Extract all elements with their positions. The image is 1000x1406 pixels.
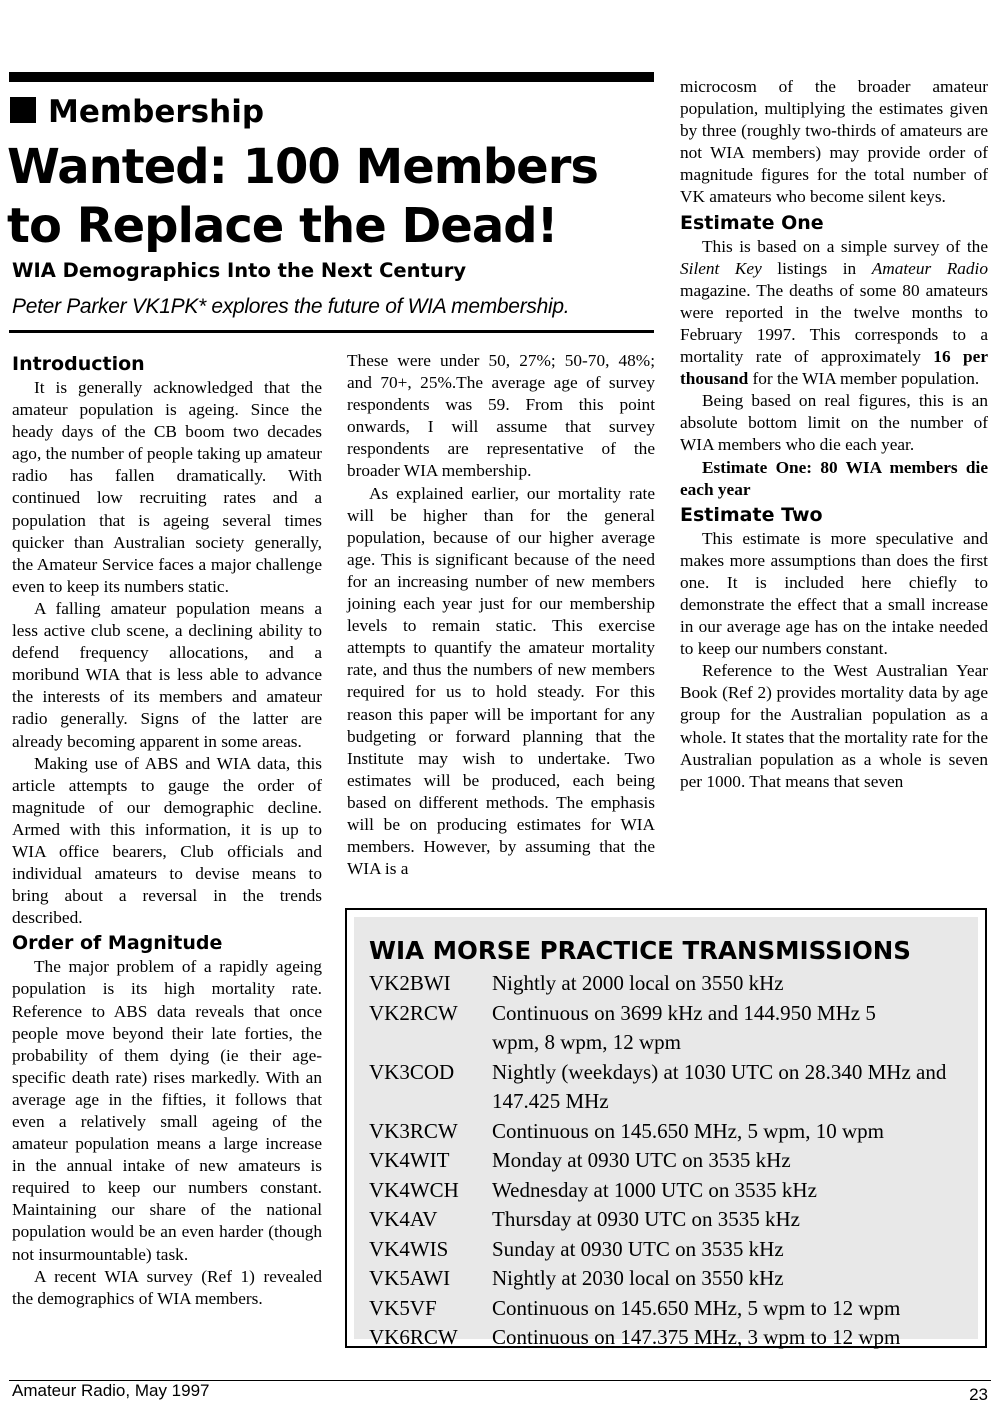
paragraph: This estimate is more speculative and makes more assumptions than does the first one. It is included here chiefly to demonstrate the effect that a small increase in our average age has on the intake needed to keep our numbers constant. [680,528,988,659]
schedule-row [369,1264,978,1294]
schedule-text: Continuous on 147.375 MHz, 3 wpm to 12 wpm [492,1325,901,1349]
callsign: VK4AV [369,1207,438,1231]
header-bottom-rule [9,330,654,333]
callsign: VK3COD [369,1059,455,1084]
page-number: 23 [969,1385,988,1404]
schedule-text: Nightly (weekdays) at 1030 UTC on 28.340 MHz and 147.425 MHz [492,1059,947,1113]
callsign: VK3RCW [369,1118,458,1143]
schedule-text: Continuous on 145.650 MHz, 5 wpm, 10 wpm [492,1118,885,1143]
paragraph: Reference to the West Australian Year Book (Ref 2) provides mortality data by age group for the Australian population as a whole. It states that the mortality rate for the Australian population as a whole is seven per 1000. That means that seven [680,661,988,791]
schedule-text: Monday at 0930 UTC on 3535 kHz [492,1148,791,1172]
heading-estimate-one: Estimate One [680,211,824,234]
schedule-text: Sunday at 0930 UTC on 3535 kHz [492,1236,784,1261]
heading-order-of-magnitude: Order of Magnitude [12,932,223,955]
paragraph: The major problem of a rapidly ageing population is its high mortality rate. Reference to ABS data reveals that once people move beyond their late forties, the probability of them dying (ie their age-specific death rate) rises markedly. With an average age in the fifties, it follows that even a relatively small ageing of the amateur population means a large increase in the annual intake of new amateurs is required to keep our numbers constant. Maintaining our share of the national population would be an even harder (though not insurmountable) task. [12,957,322,1264]
schedule-text: Nightly at 2000 local on 3550 kHz [492,971,784,995]
schedule-text: Continuous on 145.650 MHz, 5 wpm to 12 wpm [492,1295,901,1320]
column-3 [680,76,988,793]
callsign: VK5AWI [369,1266,451,1290]
schedule-text: Thursday at 0930 UTC on 3535 kHz [492,1207,800,1231]
schedule-row [369,1205,978,1235]
header-top-rule [9,72,654,82]
morse-practice-panel [354,917,978,1349]
schedule-text: Wednesday at 1000 UTC on 3535 kHz [492,1177,817,1202]
morse-schedule-list [369,969,978,1353]
heading-estimate-two: Estimate Two [680,503,823,526]
callsign: VK2RCW [369,1000,458,1025]
section-label-text: Membership [48,94,265,130]
section-label [10,92,264,132]
schedule-row [369,1235,978,1265]
morse-box-title: WIA MORSE PRACTICE TRANSMISSIONS [369,936,911,965]
column-1 [12,350,322,1310]
paragraph: microcosm of the broader amateur population, multiplying the estimates given by three (roughly two-thirds of amateurs are not WIA members) may provide order of magnitude figures for the total number of VK amateurs who become silent keys. [680,77,988,207]
paragraph: These were under 50, 27%; 50-70, 48%; and 70+, 25%.The average age of survey respondents was 59. From this point onwards, I will assume that survey respondents are representative of the broader WIA membership. [347,351,655,481]
callsign: VK6RCW [369,1325,458,1349]
schedule-text: Continuous on 3699 kHz and 144.950 MHz 5 wpm, 8 wpm, 12 wpm [492,1000,876,1054]
callsign: VK4WCH [369,1177,459,1202]
article-subtitle: WIA Demographics Into the Next Century [12,259,467,282]
schedule-row [369,1294,978,1324]
schedule-row [369,1058,978,1117]
section-square-icon [10,97,36,123]
callsign: VK2BWI [369,971,451,995]
paragraph: Being based on real figures, this is an absolute bottom limit on the number of WIA members who die each year. [680,391,988,455]
schedule-row [369,1323,978,1353]
paragraph: It is generally acknowledged that the amateur population is ageing. Since the heady days of the CB boom two decades ago, the number of people taking up amateur radio has fallen dramatically. With continued low recruiting rates and a population that is ageing several times quicker than Australian society generally, the Amateur Service faces a major challenge even to keep its numbers static. [12,378,322,596]
schedule-row [369,1117,978,1147]
morse-practice-box [345,908,987,1348]
column-2 [347,350,655,880]
callsign: VK4WIT [369,1148,450,1172]
article-byline: Peter Parker VK1PK* explores the future of WIA membership. [12,295,570,318]
callsign: VK4WIS [369,1236,449,1261]
callsign: VK5VF [369,1295,437,1320]
paragraph: A recent WIA survey (Ref 1) revealed the demographics of WIA members. [12,1266,322,1308]
schedule-row [369,1146,978,1176]
schedule-row [369,1176,978,1206]
paragraph: Making use of ABS and WIA data, this article attempts to gauge the order of magnitude of our demographic decline. Armed with this information, it is up to WIA office bearers, Club officials and individual amateurs to devise means to bring about a reversal in the trends described. [12,753,322,928]
schedule-row [369,969,978,999]
schedule-text: Nightly at 2030 local on 3550 kHz [492,1266,784,1290]
paragraph: This is based on a simple survey of the Silent Key listings in Amateur Radio magazine. The deaths of some 80 amateurs were reported in the twelve months to February 1997. This corresponds to a mortality rate of approximately 16 per thousand for the WIA member population. [680,236,988,389]
paragraph: As explained earlier, our mortality rate will be higher than for the general population, because of our higher average age. This is significant because of the need for an increasing number of new members joining each year just for our membership levels to remain static. This exercise attempts to quantify the amateur mortality rate, and thus the numbers of new members required for us to hold steady. For this reason this paper will be important for any budgeting or forward planning that the Institute may wish to undertake. Two estimates will be produced, each being based on different methods. The emphasis will be on producing estimates for WIA members. However, by assuming that the WIA is a [347,483,655,879]
paragraph: A falling amateur population means a less active club scene, a declining ability to defend frequency allocations, and a moribund WIA that is less able to advance the interests of its members and amateur radio generally. Signs of the latter are already becoming apparent in some areas. [12,598,322,751]
footer-publication: Amateur Radio, May 1997 [12,1381,210,1400]
heading-introduction: Introduction [12,353,145,375]
article-title: Wanted: 100 Members to Replace the Dead! [7,139,598,254]
schedule-row [369,999,978,1058]
estimate-one-conclusion: Estimate One: 80 WIA members die each year [680,457,988,499]
